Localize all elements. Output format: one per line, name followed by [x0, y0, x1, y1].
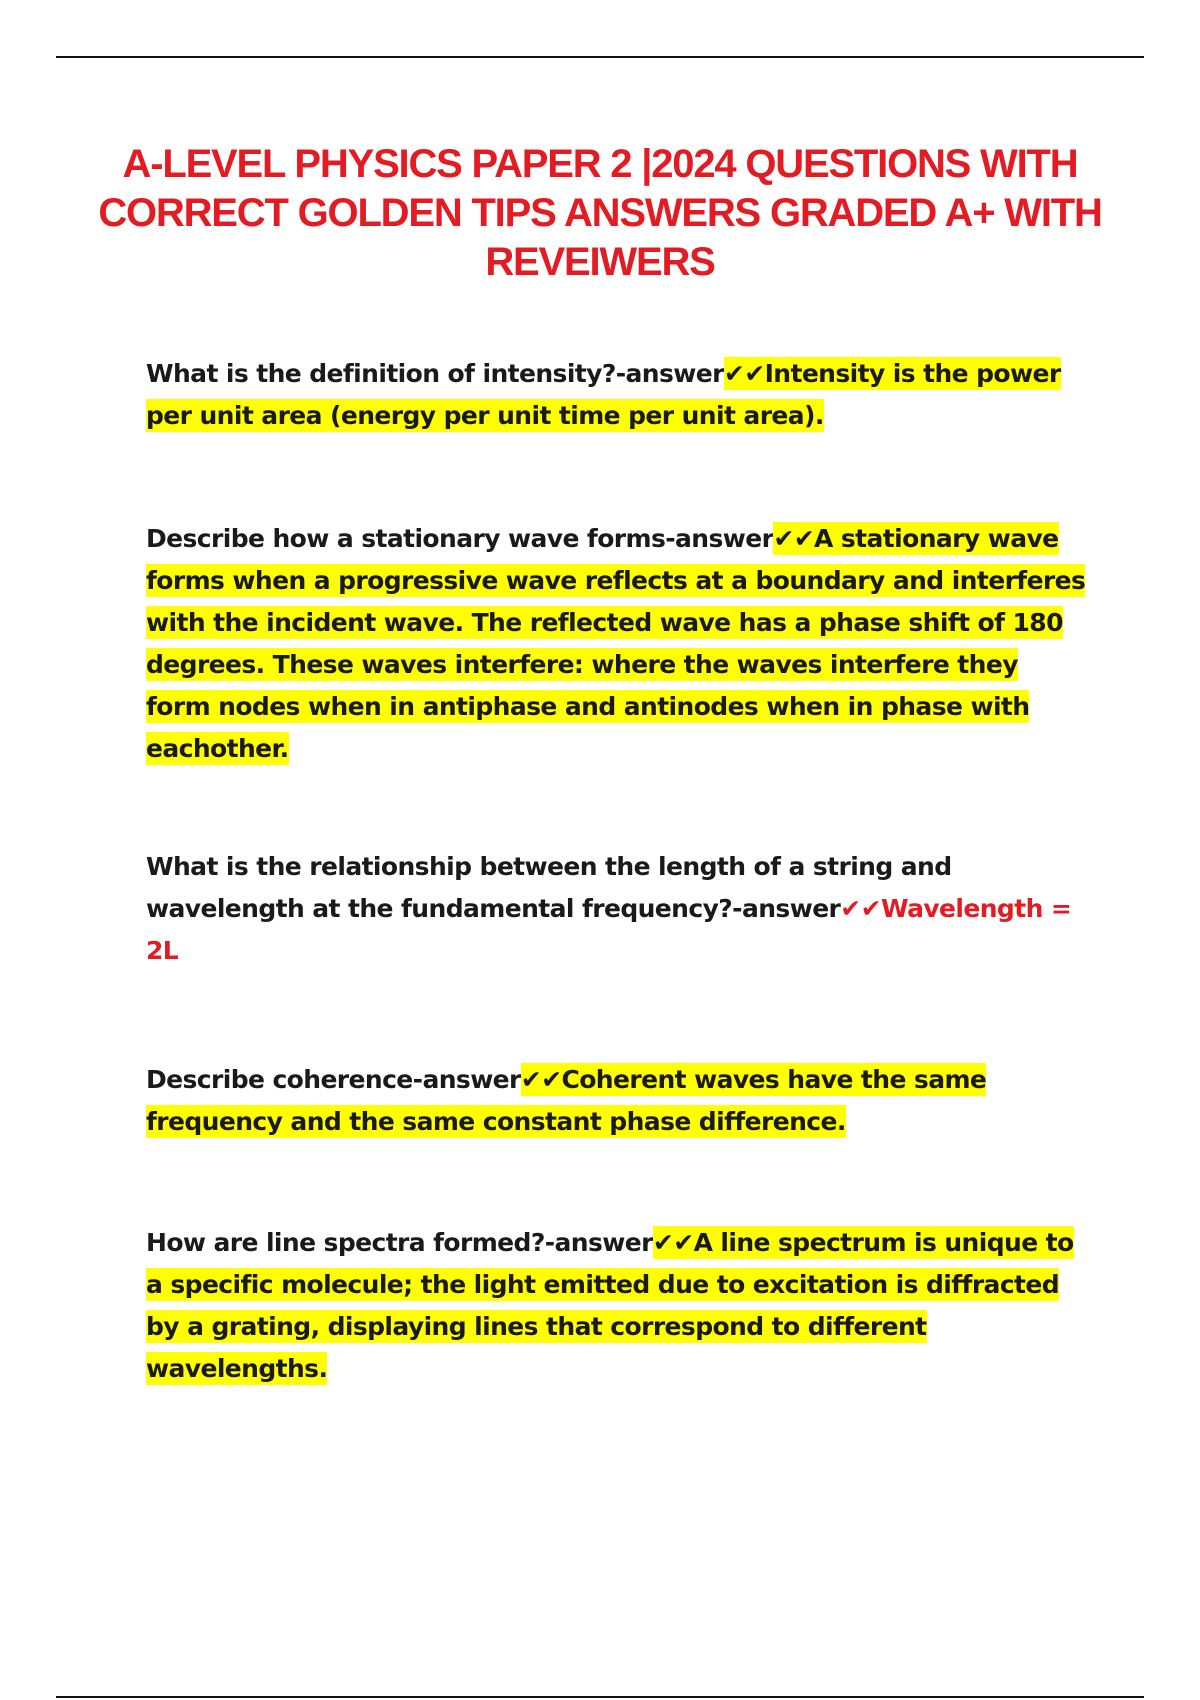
check-icon: ✔✔	[773, 524, 815, 553]
answer-text: Wavelength = 2L	[146, 894, 1072, 965]
qa-item-intensity	[146, 353, 1086, 437]
top-rule	[56, 56, 1144, 58]
qa-item-line-spectra	[146, 1222, 1086, 1390]
answer-text: A line spectrum is unique to a specific molecule; the light emitted due to excitation is diffracted by a grating, displaying lines that correspond to different wavelengths.	[146, 1228, 1074, 1383]
document-title: A-LEVEL PHYSICS PAPER 2 |2024 QUESTIONS WITH CORRECT GOLDEN TIPS ANSWERS GRADED A+ WITH REVEIWERS	[98, 142, 1102, 284]
answer-text: Intensity is the power per unit area (energy per unit time per unit area).	[146, 359, 1061, 430]
question-text: Describe coherence-answer	[146, 1065, 521, 1094]
check-icon: ✔✔	[520, 1065, 562, 1094]
answer-text: A stationary wave forms when a progressive wave reflects at a boundary and interferes with the incident wave. The reflected wave has a phase shift of 180 degrees. These waves interfere: where the waves interfere they form nodes when in antiphase and antinodes when in phase with eachother.	[146, 524, 1086, 763]
qa-item-stationary-wave	[146, 518, 1086, 770]
question-text: What is the definition of intensity?-answer	[146, 359, 724, 388]
answer-text: Coherent waves have the same frequency and the same constant phase difference.	[146, 1065, 987, 1136]
check-icon: ✔✔	[723, 359, 765, 388]
question-text: How are line spectra formed?-answer	[146, 1228, 653, 1257]
check-icon: ✔✔	[652, 1228, 694, 1257]
question-text: What is the relationship between the length of a string and wavelength at the fundamental frequency?-answer	[146, 852, 952, 923]
question-text: Describe how a stationary wave forms-answer	[146, 524, 774, 553]
qa-item-coherence	[146, 1059, 1086, 1143]
bottom-rule	[56, 1696, 1144, 1698]
check-icon: ✔✔	[840, 894, 881, 923]
qa-item-string-wavelength	[146, 846, 1086, 972]
